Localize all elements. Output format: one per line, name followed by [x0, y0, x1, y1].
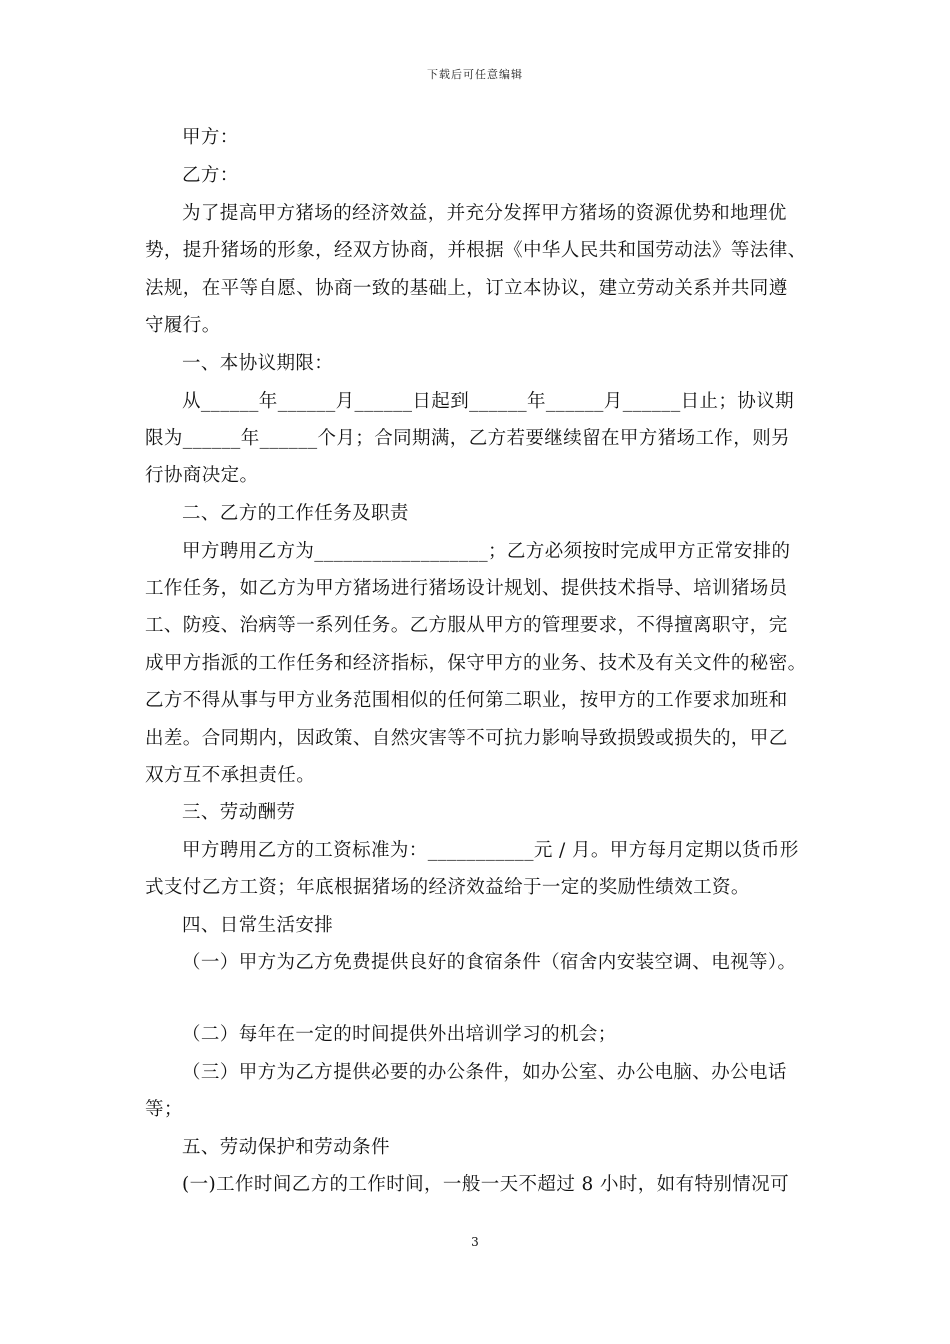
text-line: 工作任务，如乙方为甲方猪场进行猪场设计规划、提供技术指导、培训猪场员 — [145, 578, 788, 599]
list-item: （二）每年在一定的时间提供外出培训学习的机会； — [182, 1024, 617, 1045]
text-line: (一)工作时间乙方的工作时间，一般一天不超过 8 小时，如有特别情况可 — [182, 1174, 789, 1195]
page-number: 3 — [471, 1235, 479, 1249]
text-line: 行协商决定。 — [145, 465, 259, 486]
text-line: 等； — [145, 1099, 183, 1120]
text-line: 甲方： — [182, 127, 239, 148]
text-line: 守履行。 — [145, 315, 221, 336]
page-header: 下载后可任意编辑 — [427, 68, 523, 81]
text-line: 势，提升猪场的形象，经双方协商，并根据《中华人民共和国劳动法》等法律、 — [145, 240, 807, 261]
text-line: 法规，在平等自愿、协商一致的基础上，订立本协议，建立劳动关系并共同遵 — [145, 278, 788, 299]
section-heading: 一、本协议期限： — [182, 353, 334, 374]
text-line: 甲方聘用乙方的工资标准为：___________元 / 月。甲方每月定期以货币形 — [182, 840, 799, 861]
section-heading: 三、劳动酬劳 — [182, 802, 296, 823]
text-line: 甲方聘用乙方为__________________；乙方必须按时完成甲方正常安排的 — [182, 541, 791, 562]
list-item: （三）甲方为乙方提供必要的办公条件，如办公室、办公电脑、办公电话 — [182, 1062, 787, 1083]
text-line: 乙方不得从事与甲方业务范围相似的任何第二职业，按甲方的工作要求加班和 — [145, 690, 788, 711]
text-line: 乙方： — [182, 165, 239, 186]
text-line: 出差。合同期内，因政策、自然灾害等不可抗力影响导致损毁或损失的，甲乙 — [145, 728, 788, 749]
text-line: 限为______年______个月；合同期满，乙方若要继续留在甲方猪场工作，则另 — [145, 428, 791, 449]
list-item: （一）甲方为乙方免费提供良好的食宿条件（宿舍内安装空调、电视等）。 — [182, 952, 797, 973]
section-heading: 二、乙方的工作任务及职责 — [182, 503, 409, 524]
text-line: 成甲方指派的工作任务和经济指标，保守甲方的业务、技术及有关文件的秘密。 — [145, 653, 807, 674]
text-line: 为了提高甲方猪场的经济效益，并充分发挥甲方猪场的资源优势和地理优 — [182, 203, 787, 224]
text-line: 式支付乙方工资；年底根据猪场的经济效益给于一定的奖励性绩效工资。 — [145, 877, 750, 898]
text-line: 从______年______月______日起到______年______月______日止；协议期 — [182, 391, 795, 412]
text-line: 工、防疫、治病等一系列任务。乙方服从甲方的管理要求，不得擅离职守，完 — [145, 615, 788, 636]
section-heading: 四、日常生活安排 — [182, 915, 334, 936]
section-heading: 五、劳动保护和劳动条件 — [182, 1137, 390, 1158]
text-line: 双方互不承担责任。 — [145, 765, 316, 786]
